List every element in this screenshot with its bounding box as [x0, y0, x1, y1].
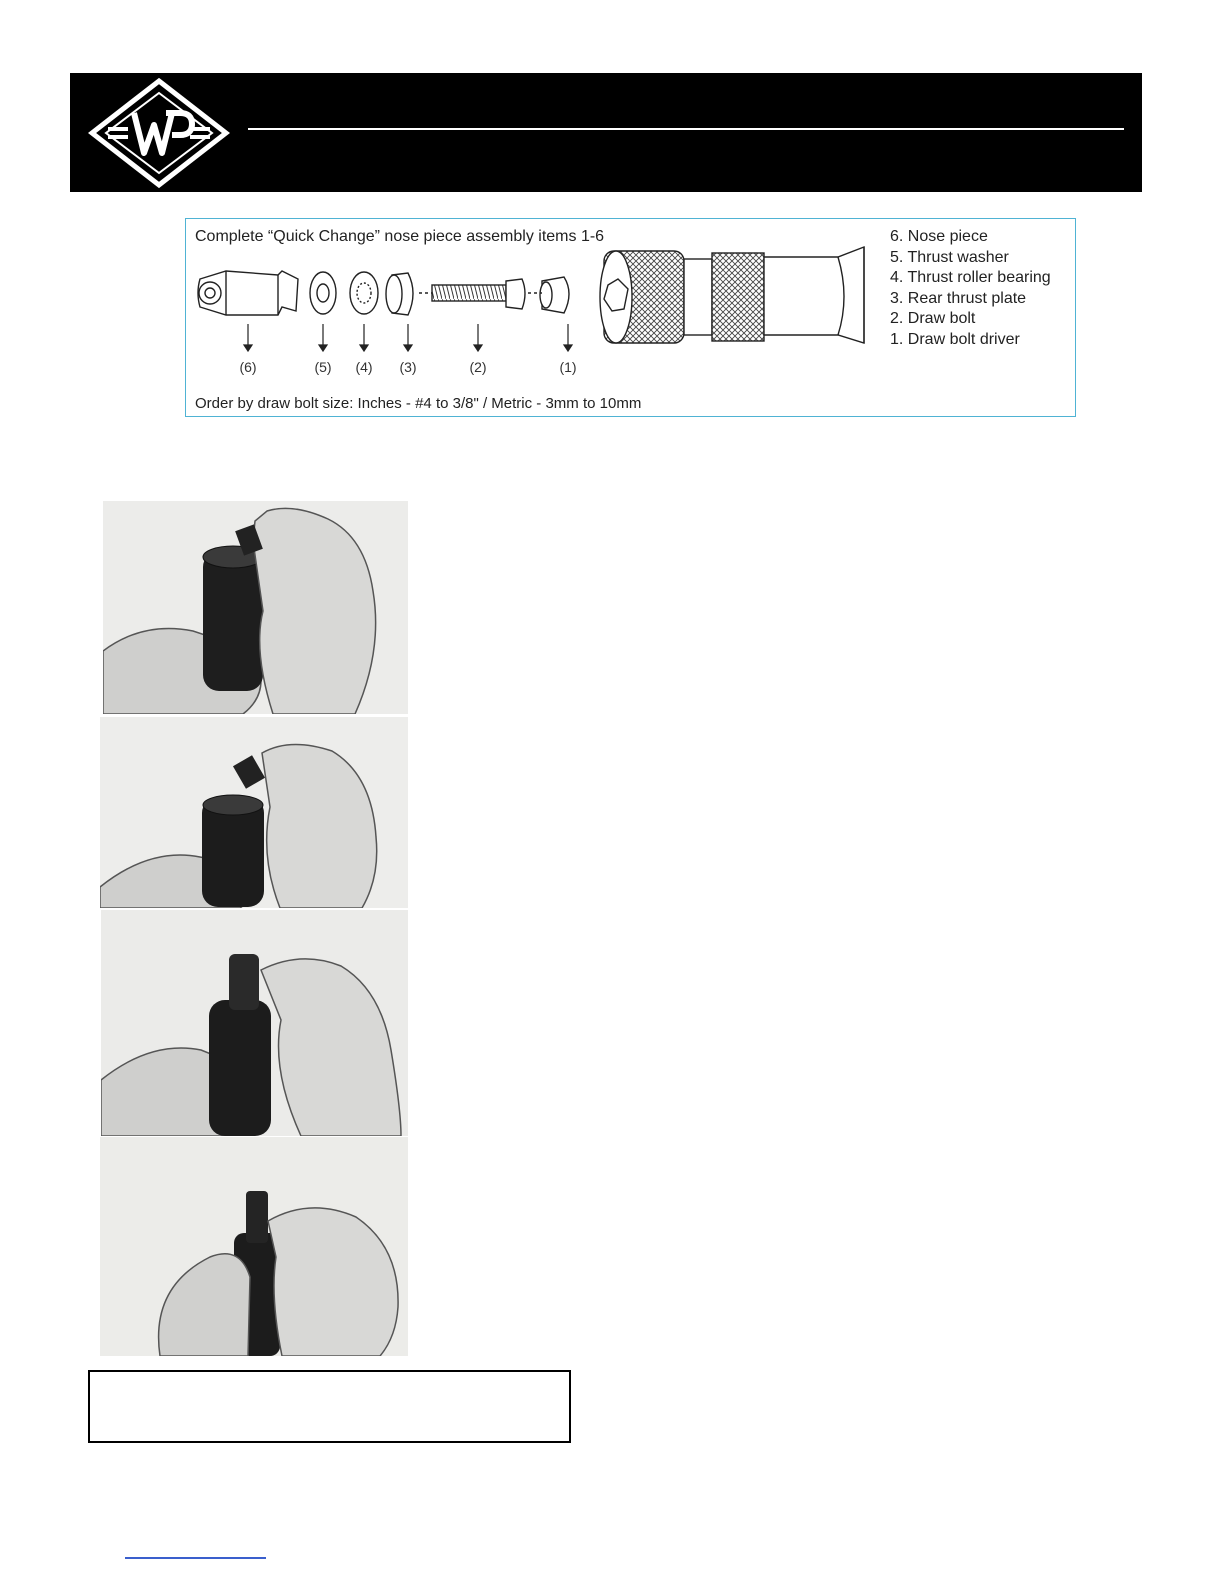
header-divider	[248, 128, 1124, 130]
legend-item-4: 4. Thrust roller bearing	[890, 269, 1051, 287]
note-box	[88, 1370, 571, 1443]
header-bar	[70, 73, 1142, 192]
part-tag-3: (3)	[399, 359, 417, 375]
diagram-title: Complete “Quick Change” nose piece assembly items 1-6	[195, 228, 605, 245]
order-note: Order by draw bolt size: Inches - #4 to 3/8" / Metric - 3mm to 10mm	[195, 395, 642, 412]
legend-item-1: 1. Draw bolt driver	[890, 330, 1020, 348]
assembly-diagram	[185, 218, 1076, 417]
draw-bolt-driver-icon	[540, 277, 569, 313]
step-photo-4	[100, 1137, 408, 1356]
draw-bolt-icon	[432, 279, 525, 309]
legend-item-6: 6. Nose piece	[890, 228, 988, 245]
part-tag-5: (5)	[314, 359, 332, 375]
step-photo-1	[103, 501, 408, 714]
legend-item-5: 5. Thrust washer	[890, 248, 1009, 266]
part-tag-6: (6)	[239, 359, 257, 375]
part-tag-4: (4)	[355, 359, 373, 375]
footer-link[interactable]	[125, 1557, 266, 1559]
thrust-roller-bearing-icon	[350, 272, 378, 314]
legend-item-3: 3. Rear thrust plate	[890, 289, 1027, 307]
step-photo-2	[100, 717, 408, 908]
rivet-tool-body-icon	[600, 247, 864, 343]
nose-piece-icon	[198, 271, 298, 315]
rear-thrust-plate-icon	[386, 273, 413, 315]
thrust-washer-icon	[310, 272, 336, 314]
step-photo-3	[101, 910, 408, 1136]
legend-item-2: 2. Draw bolt	[890, 310, 976, 328]
part-tag-1: (1)	[559, 359, 577, 375]
company-logo	[88, 77, 230, 189]
parts-legend	[890, 227, 1051, 351]
part-tag-2: (2)	[469, 359, 487, 375]
